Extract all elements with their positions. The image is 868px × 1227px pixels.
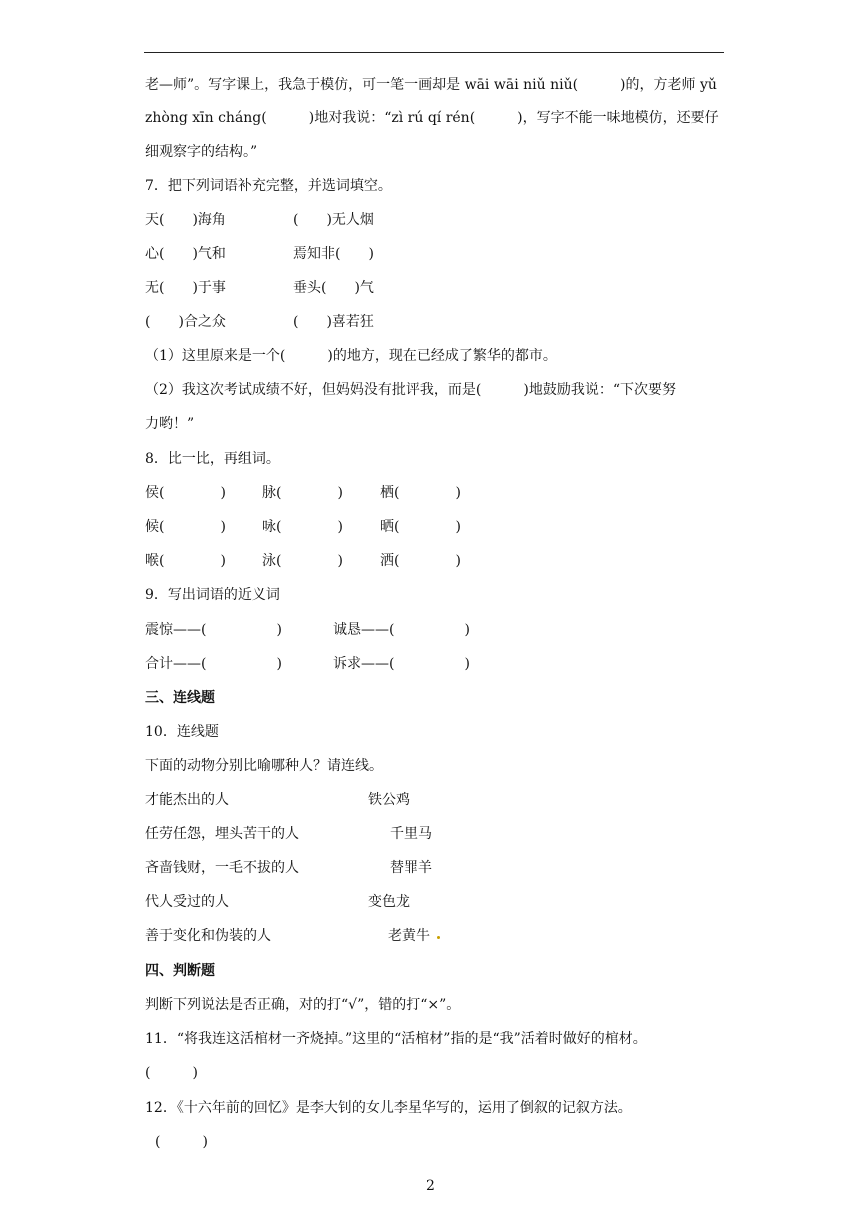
- q11-text: 11．“将我连这活棺材一齐烧掉。”这里的“活棺材”指的是“我”活着时做好的棺材。: [145, 1031, 647, 1047]
- q10-right-item: 铁公鸡: [368, 792, 410, 808]
- q9-synonym-cell: 合计——( ): [145, 656, 282, 672]
- q8-title: 8．比一比，再组词。: [145, 451, 280, 467]
- section-4-heading: 四、判断题: [145, 963, 215, 979]
- q8-word-cell: 栖( ): [380, 485, 461, 501]
- q8-word-cell: 晒( ): [380, 519, 461, 535]
- q10-prompt: 下面的动物分别比喻哪种人？请连线。: [145, 758, 383, 774]
- q8-word-cell: 泳( ): [262, 553, 343, 569]
- q7-idiom-right: ( )无人烟: [293, 212, 374, 228]
- q12-text: 12．《十六年前的回忆》是李大钊的女儿李星华写的，运用了倒叙的记叙方法。: [145, 1100, 632, 1116]
- q10-left-item: 任劳任怨，埋头苦干的人: [145, 826, 299, 842]
- q7-sentence-1: （1）这里原来是一个( )的地方，现在已经成了繁华的都市。: [145, 348, 557, 364]
- q6-line-2: zhòng xīn cháng( )地对我说：“zì rú qí rén( )，写字不能一味地模仿，还要仔: [145, 110, 719, 126]
- q10-left-item: 才能杰出的人: [145, 792, 229, 808]
- judge-instructions: 判断下列说法是否正确，对的打“√”，错的打“×”。: [145, 997, 461, 1013]
- q10-left-item: 吝啬钱财，一毛不拔的人: [145, 860, 299, 876]
- q7-sentence-2: （2）我这次考试成绩不好，但妈妈没有批评我，而是( )地鼓励我说：“下次要努: [145, 382, 676, 398]
- q8-word-cell: 侯( ): [145, 485, 226, 501]
- section-3-heading: 三、连线题: [145, 690, 215, 706]
- q7-idiom-left: 天( )海角: [145, 212, 226, 228]
- q7-idiom-left: 无( )于事: [145, 280, 226, 296]
- header-rule: [144, 52, 724, 53]
- q7-idiom-left: 心( )气和: [145, 246, 226, 262]
- q8-word-cell: 咏( ): [262, 519, 343, 535]
- q9-title: 9．写出词语的近义词: [145, 587, 280, 603]
- q7-title: 7．把下列词语补充完整，并选词填空。: [145, 178, 392, 194]
- q9-synonym-cell: 震惊——( ): [145, 622, 282, 638]
- q10-right-item: 变色龙: [368, 894, 410, 910]
- q10-right-item: 替罪羊: [390, 860, 432, 876]
- q7-idiom-left: ( )合之众: [145, 314, 226, 330]
- q10-left-item: 代人受过的人: [145, 894, 229, 910]
- q7-idiom-right: 焉知非( ): [293, 246, 374, 262]
- q7-idiom-right: 垂头( )气: [293, 280, 374, 296]
- q12-answer-blank[interactable]: ( ): [155, 1134, 208, 1150]
- q6-line-3: 细观察字的结构。”: [145, 144, 258, 160]
- q8-word-cell: 脉( ): [262, 485, 343, 501]
- q10-left-item: 善于变化和伪装的人: [145, 928, 271, 944]
- q8-word-cell: 候( ): [145, 519, 226, 535]
- q8-word-cell: 洒( ): [380, 553, 461, 569]
- q11-answer-blank[interactable]: ( ): [145, 1065, 198, 1081]
- page-number: 2: [426, 1178, 435, 1194]
- q10-right-item: 老黄牛: [388, 928, 430, 944]
- q7-sentence-2-cont: 力哟！”: [145, 416, 195, 432]
- q8-word-cell: 喉( ): [145, 553, 226, 569]
- q10-right-item: 千里马: [390, 826, 432, 842]
- q10-title: 10．连线题: [145, 724, 219, 740]
- stray-dot: [437, 936, 440, 939]
- q6-line-1: 老—师”。写字课上，我急于模仿，可一笔一画却是 wāi wāi niǔ niǔ( )的，方老师 yǔ: [145, 77, 717, 93]
- q9-synonym-cell: 诚恳——( ): [333, 622, 470, 638]
- q9-synonym-cell: 诉求——( ): [333, 656, 470, 672]
- q7-idiom-right: ( )喜若狂: [293, 314, 374, 330]
